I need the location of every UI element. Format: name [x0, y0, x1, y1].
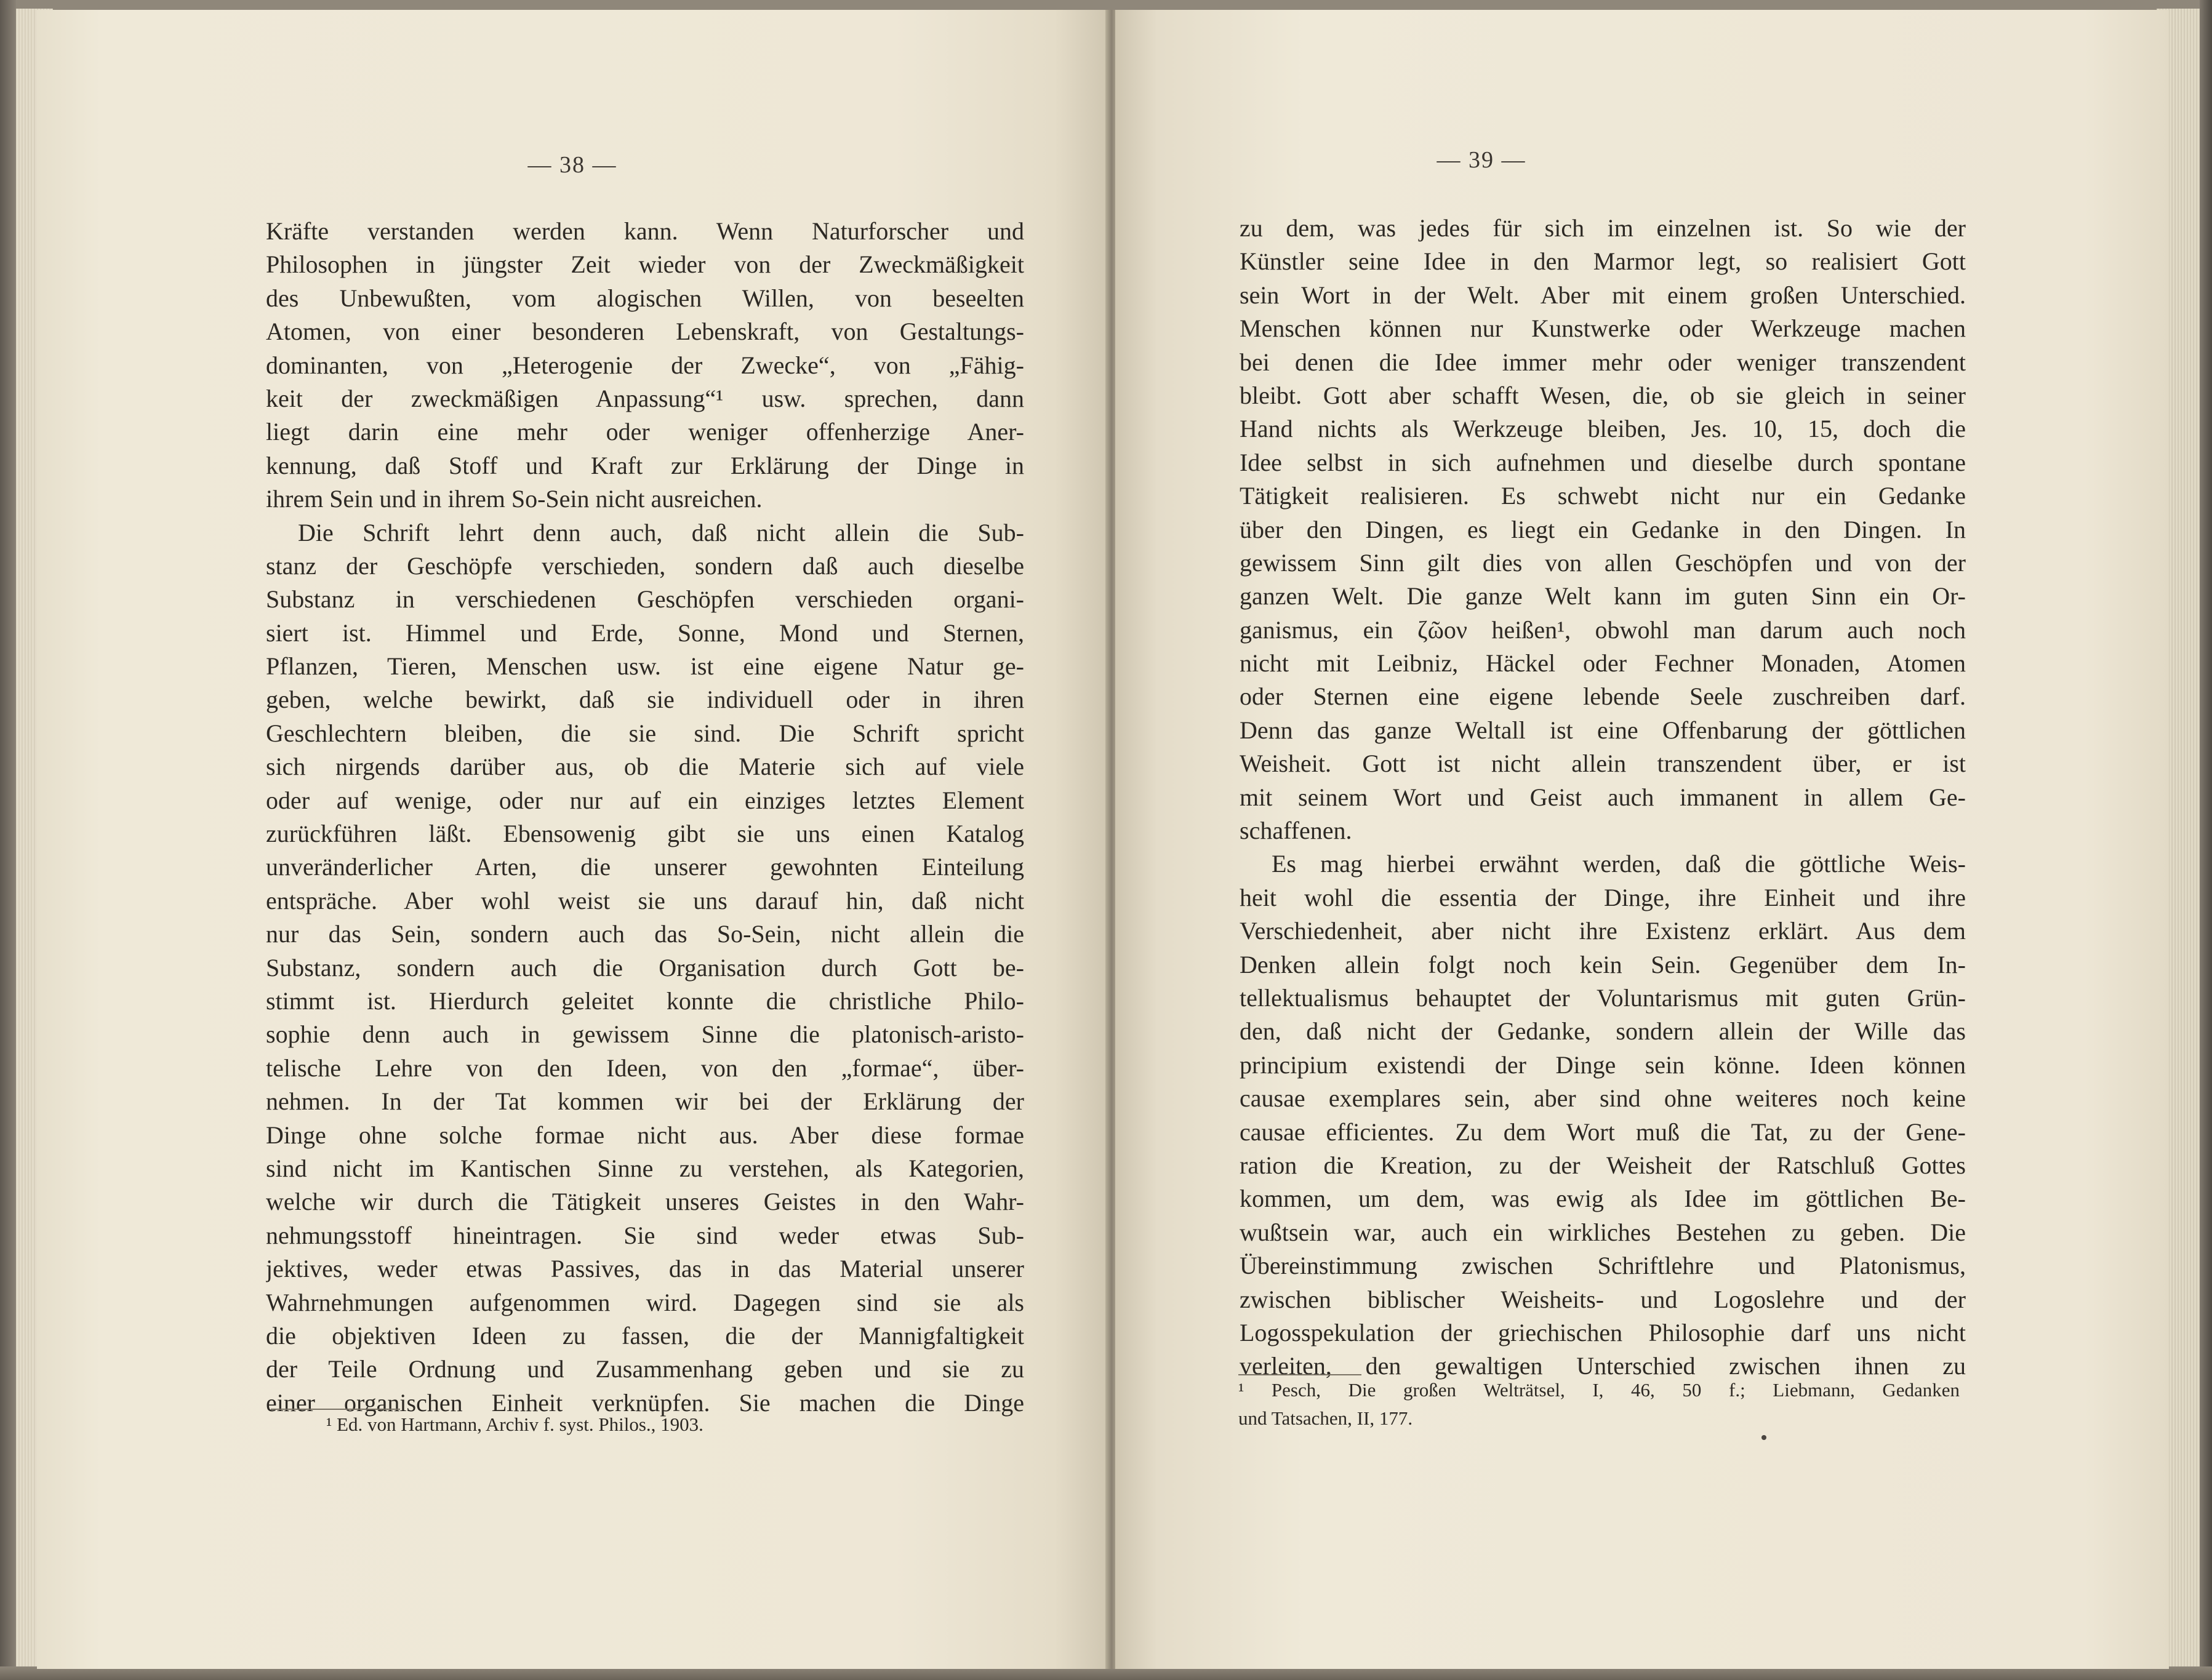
- text-line: Denn das ganze Weltall ist eine Offenbarung der göttlichen: [1240, 716, 1966, 744]
- text-line: Geschlechtern bleiben, die sie sind. Die Schrift spricht: [266, 719, 1024, 747]
- footnote: [1238, 1376, 1960, 1433]
- text-line: kennung, daß Stoff und Kraft zur Erklärung der Dinge in: [266, 451, 1024, 479]
- text-line: ganismus, ein ζῶον heißen¹, obwohl man darum auch noch: [1240, 615, 1966, 644]
- text-line: wußtsein war, auch ein wirkliches Bestehen zu geben. Die: [1240, 1218, 1966, 1246]
- text-line: causae exemplares sein, aber sind ohne weiteres noch keine: [1240, 1084, 1966, 1113]
- body-text: [1240, 212, 1966, 1383]
- text-line: ganzen Welt. Die ganze Welt kann im guten Sinn ein Or-: [1240, 582, 1966, 610]
- text-line: sein Wort in der Welt. Aber mit einem großen Unterschied.: [1240, 281, 1966, 309]
- text-line: telische Lehre von den Ideen, von den „formae“, über-: [266, 1054, 1024, 1082]
- text-line: bleibt. Gott aber schafft Wesen, die, ob sie gleich in seiner: [1240, 381, 1966, 409]
- text-line: zu dem, was jedes für sich im einzelnen ist. So wie der: [1240, 214, 1966, 242]
- text-line: Substanz, sondern auch die Organisation durch Gott be-: [266, 953, 1024, 982]
- left-page: [37, 10, 1108, 1669]
- text-line: mit seinem Wort und Geist auch immanent in allem Ge-: [1240, 783, 1966, 811]
- text-line: siert ist. Himmel und Erde, Sonne, Mond und Sternen,: [266, 618, 1024, 647]
- footnote-line: und Tatsachen, II, 177.: [1238, 1407, 1413, 1429]
- text-line: nehmungsstoff hineintragen. Sie sind weder etwas Sub-: [266, 1221, 1024, 1249]
- page-number: — 38 —: [527, 152, 617, 178]
- text-line: Verschiedenheit, aber nicht ihre Existenz erklärt. Aus dem: [1240, 917, 1966, 945]
- text-line: Kräfte verstanden werden kann. Wenn Naturforscher und: [266, 217, 1024, 245]
- text-line: gewissem Sinn gilt dies von allen Geschöpfen und von der: [1240, 548, 1966, 577]
- text-line: zurückführen läßt. Ebensowenig gibt sie uns einen Katalog: [266, 820, 1024, 848]
- text-line: schaffenen.: [1240, 817, 1352, 845]
- text-line: den, daß nicht der Gedanke, sondern allein der Wille das: [1240, 1017, 1966, 1046]
- text-line: Es mag hierbei erwähnt werden, daß die göttliche Weis-: [1272, 850, 1966, 878]
- text-line: liegt darin eine mehr oder weniger offenherzige Aner-: [266, 418, 1024, 446]
- text-line: sind nicht im Kantischen Sinne zu verstehen, als Kategorien,: [266, 1154, 1024, 1182]
- scan-edge-right: [2200, 0, 2212, 1680]
- text-line: Atomen, von einer besonderen Lebenskraft, von Gestaltungs-: [266, 318, 1024, 346]
- text-line: stanz der Geschöpfe verschieden, sondern daß auch dieselbe: [266, 551, 1024, 580]
- footnote-line: ¹ Pesch, Die großen Welträtsel, I, 46, 50 f.; Liebmann, Gedanken: [1238, 1379, 1960, 1401]
- text-line: über den Dingen, es liegt ein Gedanke in den Dingen. In: [1240, 515, 1966, 543]
- text-line: sich nirgends darüber aus, ob die Materie sich auf viele: [266, 753, 1024, 781]
- text-line: einer organischen Einheit verknüpfen. Sie machen die Dinge: [266, 1388, 1024, 1417]
- text-line: Pflanzen, Tieren, Menschen usw. ist eine eigene Natur ge-: [266, 652, 1024, 681]
- text-line: Hand nichts als Werkzeuge bleiben, Jes. 10, 15, doch die: [1240, 415, 1966, 443]
- text-line: die objektiven Ideen zu fassen, die der Mannigfaltigkeit: [266, 1321, 1024, 1350]
- text-line: heit wohl die essentia der Dinge, ihre Einheit und ihre: [1240, 883, 1966, 911]
- text-line: keit der zweckmäßigen Anpassung“¹ usw. sprechen, dann: [266, 384, 1024, 412]
- scan-edge-left: [0, 0, 16, 1680]
- text-line: oder Sternen eine eigene lebende Seele zuschreiben darf.: [1240, 682, 1966, 711]
- text-line: nur das Sein, sondern auch das So-Sein, nicht allein die: [266, 920, 1024, 948]
- footnote: [326, 1410, 843, 1439]
- text-line: entspräche. Aber wohl weist sie uns darauf hin, daß nicht: [266, 886, 1024, 914]
- text-line: sophie denn auch in gewissem Sinne die platonisch-aristo-: [266, 1020, 1024, 1049]
- text-line: Denken allein folgt noch kein Sein. Gegenüber dem In-: [1240, 950, 1966, 978]
- text-line: Die Schrift lehrt denn auch, daß nicht allein die Sub-: [298, 518, 1024, 546]
- text-line: geben, welche bewirkt, daß sie individuell oder in ihren: [266, 686, 1024, 714]
- text-line: ration die Kreation, zu der Weisheit der Ratschluß Gottes: [1240, 1151, 1966, 1179]
- text-line: Substanz in verschiedenen Geschöpfen verschieden organi-: [266, 585, 1024, 614]
- text-line: des Unbewußten, vom alogischen Willen, von beseelten: [266, 284, 1024, 312]
- page-number: — 39 —: [1437, 147, 1526, 173]
- text-line: Weisheit. Gott ist nicht allein transzendent über, er ist: [1240, 750, 1966, 778]
- text-line: nicht mit Leibniz, Häckel oder Fechner Monaden, Atomen: [1240, 649, 1966, 678]
- text-line: bei denen die Idee immer mehr oder weniger transzendent: [1240, 348, 1966, 376]
- text-line: kommen, um dem, was ewig als Idee im göttlichen Be-: [1240, 1185, 1966, 1213]
- text-line: Übereinstimmung zwischen Schriftlehre und Platonismus,: [1240, 1252, 1966, 1280]
- text-line: causae efficientes. Zu dem Wort muß die Tat, zu der Gene-: [1240, 1118, 1966, 1146]
- text-line: nehmen. In der Tat kommen wir bei der Erklärung der: [266, 1087, 1024, 1116]
- text-line: unveränderlicher Arten, die unserer gewohnten Einteilung: [266, 853, 1024, 881]
- text-line: welche wir durch die Tätigkeit unseres Geistes in den Wahr-: [266, 1188, 1024, 1216]
- right-page: [1115, 10, 2169, 1669]
- footnote-line: ¹ Ed. von Hartmann, Archiv f. syst. Philos., 1903.: [326, 1414, 703, 1435]
- text-line: Logosspekulation der griechischen Philosophie darf uns nicht: [1240, 1318, 1966, 1346]
- text-line: Tätigkeit realisieren. Es schwebt nicht nur ein Gedanke: [1240, 482, 1966, 510]
- text-line: Wahrnehmungen aufgenommen wird. Dagegen sind sie als: [266, 1288, 1024, 1316]
- text-line: jektives, weder etwas Passives, das in das Material unserer: [266, 1255, 1024, 1283]
- text-line: principium existendi der Dinge sein könne. Ideen können: [1240, 1050, 1966, 1079]
- text-line: dominanten, von „Heterogenie der Zwecke“, von „Fähig-: [266, 351, 1024, 379]
- text-line: Menschen können nur Kunstwerke oder Werkzeuge machen: [1240, 314, 1966, 343]
- text-line: tellektualismus behauptet der Voluntarismus mit guten Grün-: [1240, 983, 1966, 1012]
- text-line: stimmt ist. Hierdurch geleitet konnte die christliche Philo-: [266, 986, 1024, 1015]
- ink-spot: [1761, 1435, 1766, 1440]
- text-line: Idee selbst in sich aufnehmen und dieselbe durch spontane: [1240, 448, 1966, 476]
- text-line: der Teile Ordnung und Zusammenhang geben und sie zu: [266, 1355, 1024, 1383]
- text-line: zwischen biblischer Weisheits- und Logoslehre und der: [1240, 1285, 1966, 1313]
- text-line: Dinge ohne solche formae nicht aus. Aber diese formae: [266, 1121, 1024, 1149]
- footnote-rule: [1238, 1374, 1361, 1375]
- footnote-rule: [271, 1409, 400, 1410]
- text-line: ihrem Sein und in ihrem So-Sein nicht ausreichen.: [266, 485, 763, 513]
- text-line: oder auf wenige, oder nur auf ein einziges letztes Element: [266, 786, 1024, 814]
- text-line: verleiten, den gewaltigen Unterschied zwischen ihnen zu: [1240, 1352, 1966, 1380]
- text-line: Künstler seine Idee in den Marmor legt, so realisiert Gott: [1240, 247, 1966, 276]
- body-text: [266, 215, 1024, 1420]
- text-line: Philosophen in jüngster Zeit wieder von der Zweckmäßigkeit: [266, 250, 1024, 279]
